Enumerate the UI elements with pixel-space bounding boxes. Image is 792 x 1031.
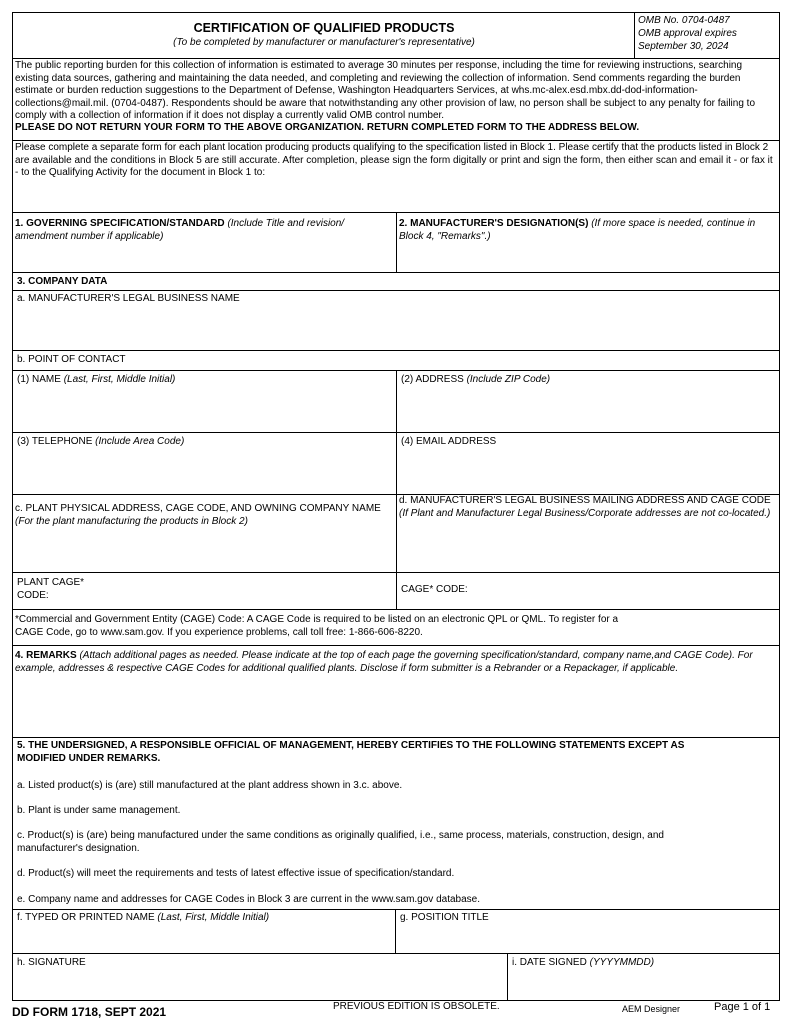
block3a-cell[interactable] <box>13 291 779 351</box>
block5hi-row <box>13 954 779 1000</box>
signature-label: h. SIGNATURE <box>17 957 86 968</box>
block2-hint: (If more space is needed, continue in Block 4, "Remarks".) <box>399 218 756 242</box>
block3c-cell[interactable] <box>13 495 397 572</box>
block5fg-row <box>13 910 779 954</box>
block3d-label: d. MANUFACTURER'S LEGAL BUSINESS MAILING ADDRESS AND CAGE CODE <box>399 495 771 506</box>
block3d-hint: (If Plant and Manufacturer Legal Business/Corporate addresses are not co-located.) <box>399 507 771 519</box>
position-title-cell[interactable] <box>396 910 779 953</box>
block4-cell[interactable] <box>13 646 779 738</box>
block3d-cell[interactable] <box>397 495 779 572</box>
contact-name-cell[interactable] <box>13 371 397 432</box>
contact-name-hint: (Last, First, Middle Initial) <box>63 374 176 385</box>
contact-address-label: (2) ADDRESS <box>401 374 464 385</box>
block4-hint: (Attach additional pages as needed. Please indicate at the top of each page the governing specification/standard, company name,and CAGE Code). For example, addresses & respective CAGE Codes for additional qualified plants. Disclose if form submitter is a Rebrander or a Repackager, if applicable. <box>15 650 753 674</box>
block3b-label: b. POINT OF CONTACT <box>17 354 126 365</box>
contact-phone-hint: (Include Area Code) <box>95 436 185 447</box>
designer-note: AEM Designer <box>622 1004 681 1014</box>
obsolete-note: PREVIOUS EDITION IS OBSOLETE. <box>333 1001 500 1012</box>
form-subtitle: (To be completed by manufacturer or manufacturer's representative) <box>173 37 475 48</box>
typed-name-label: f. TYPED OR PRINTED NAME <box>17 912 155 923</box>
block4-label: 4. REMARKS <box>15 650 77 661</box>
burden-statement <box>13 59 779 141</box>
contact-row-1 <box>13 371 779 433</box>
block3c-label: c. PLANT PHYSICAL ADDRESS, CAGE CODE, AND OWNING COMPANY NAME <box>15 503 381 514</box>
block1-cell[interactable] <box>13 213 397 272</box>
plant-cage-cell[interactable] <box>13 573 397 609</box>
cage-row <box>13 573 779 610</box>
date-signed-label: i. DATE SIGNED <box>512 957 587 968</box>
contact-row-2 <box>13 433 779 495</box>
block3-label: 3. COMPANY DATA <box>17 276 108 287</box>
instructions <box>13 141 779 213</box>
typed-name-cell[interactable] <box>13 910 396 953</box>
block3c-hint: (For the plant manufacturing the products in Block 2) <box>15 515 248 527</box>
instructions-text: Please complete a separate form for each plant location producing products qualifying to the specification listed in Block 1. Please certify that the products listed in Block 2 are available and the conditions in Block 5 are still accurate. After completion, please sign the form digitally or print and sign the form, then either scan and email it - or fax it - to the Qualifying Activity for the document in Block 1 to: <box>15 142 773 178</box>
block5-statement-d: d. Product(s) will meet the requirements and tests of latest effective issue of specification/standard. <box>17 868 455 879</box>
block2-label: 2. MANUFACTURER'S DESIGNATION(S) <box>399 218 589 229</box>
date-signed-hint: (YYYYMMDD) <box>589 957 655 968</box>
typed-name-hint: (Last, First, Middle Initial) <box>157 912 270 923</box>
block1-hint: (Include Title and revision/ amendment number if applicable) <box>15 218 345 242</box>
form-id: DD FORM 1718, SEPT 2021 <box>12 1005 167 1019</box>
contact-email-cell[interactable] <box>397 433 779 494</box>
contact-phone-cell[interactable] <box>13 433 397 494</box>
blocks-1-2 <box>13 213 779 273</box>
date-signed-cell[interactable] <box>508 954 779 1000</box>
block5-statement-e: e. Company name and addresses for CAGE Codes in Block 3 are current in the www.sam.gov database. <box>17 894 481 905</box>
block3b-header <box>13 351 779 371</box>
block3cd-row <box>13 495 779 573</box>
block5 <box>13 738 779 910</box>
position-title-label: g. POSITION TITLE <box>400 912 489 923</box>
certification-form <box>12 12 780 1001</box>
block2-cell[interactable] <box>397 213 779 272</box>
contact-name-label: (1) NAME <box>17 374 61 385</box>
block3a-label: a. MANUFACTURER'S LEGAL BUSINESS NAME <box>17 293 240 304</box>
cage-note-text: *Commercial and Government Entity (CAGE) Code: A CAGE Code is required to be listed on an electronic QPL or QML. To register for a CAGE Code, go to www.sam.gov. If you experience problems, call toll free: 1-866-606-8220. <box>15 614 619 638</box>
cage-note <box>13 610 779 646</box>
block5-statement-c: c. Product(s) is (are) being manufactured under the same conditions as originally qualified, i.e., same process, materials, construction, design, and manufacturer's designation. <box>17 830 664 854</box>
form-title: CERTIFICATION OF QUALIFIED PRODUCTS <box>193 21 455 35</box>
block5-label: 5. THE UNDERSIGNED, A RESPONSIBLE OFFICIAL OF MANAGEMENT, HEREBY CERTIFIES TO THE FOLLOWING STATEMENTS EXCEPT AS MODIFIED UNDER REMARKS. <box>17 740 685 764</box>
page-number: Page 1 of 1 <box>714 1001 771 1013</box>
block5-statement-b: b. Plant is under same management. <box>17 805 181 816</box>
plant-cage-label: PLANT CAGE* CODE: <box>17 577 85 601</box>
block5-statement-a: a. Listed product(s) is (are) still manufactured at the plant address shown in 3.c. above. <box>17 780 403 791</box>
contact-address-hint: (Include ZIP Code) <box>466 374 551 385</box>
signature-cell[interactable] <box>13 954 508 1000</box>
return-warning: PLEASE DO NOT RETURN YOUR FORM TO THE ABOVE ORGANIZATION. RETURN COMPLETED FORM TO THE ADDRESS BELOW. <box>15 122 640 133</box>
omb-info: OMB No. 0704-0487 OMB approval expires September 30, 2024 <box>638 15 737 52</box>
burden-text: The public reporting burden for this collection of information is estimated to average 30 minutes per response, including the time for reviewing instructions, searching existing data sources, gathering and maintaining the data needed, and completing and reviewing the collection of information. Send comments regarding the burden estimate or burden reduction suggestions to the Department of Defense, Washington Headquarters Services, at whs.mc-alex.esd.mbx.dd-dod-information-collections@mail.mil. (0704-0487). Respondents should be aware that notwithstanding any other provision of law, no person shall be subject to any penalty for failing to comply with a collection of information if it does not display a currently valid OMB control number. <box>15 60 756 121</box>
form-header <box>13 13 779 59</box>
contact-address-cell[interactable] <box>397 371 779 432</box>
cage-label: CAGE* CODE: <box>401 584 468 595</box>
contact-phone-label: (3) TELEPHONE <box>17 436 93 447</box>
cage-cell[interactable] <box>397 573 779 609</box>
contact-email-label: (4) EMAIL ADDRESS <box>401 436 497 447</box>
block1-label: 1. GOVERNING SPECIFICATION/STANDARD <box>15 218 225 229</box>
block3-header <box>13 273 779 291</box>
